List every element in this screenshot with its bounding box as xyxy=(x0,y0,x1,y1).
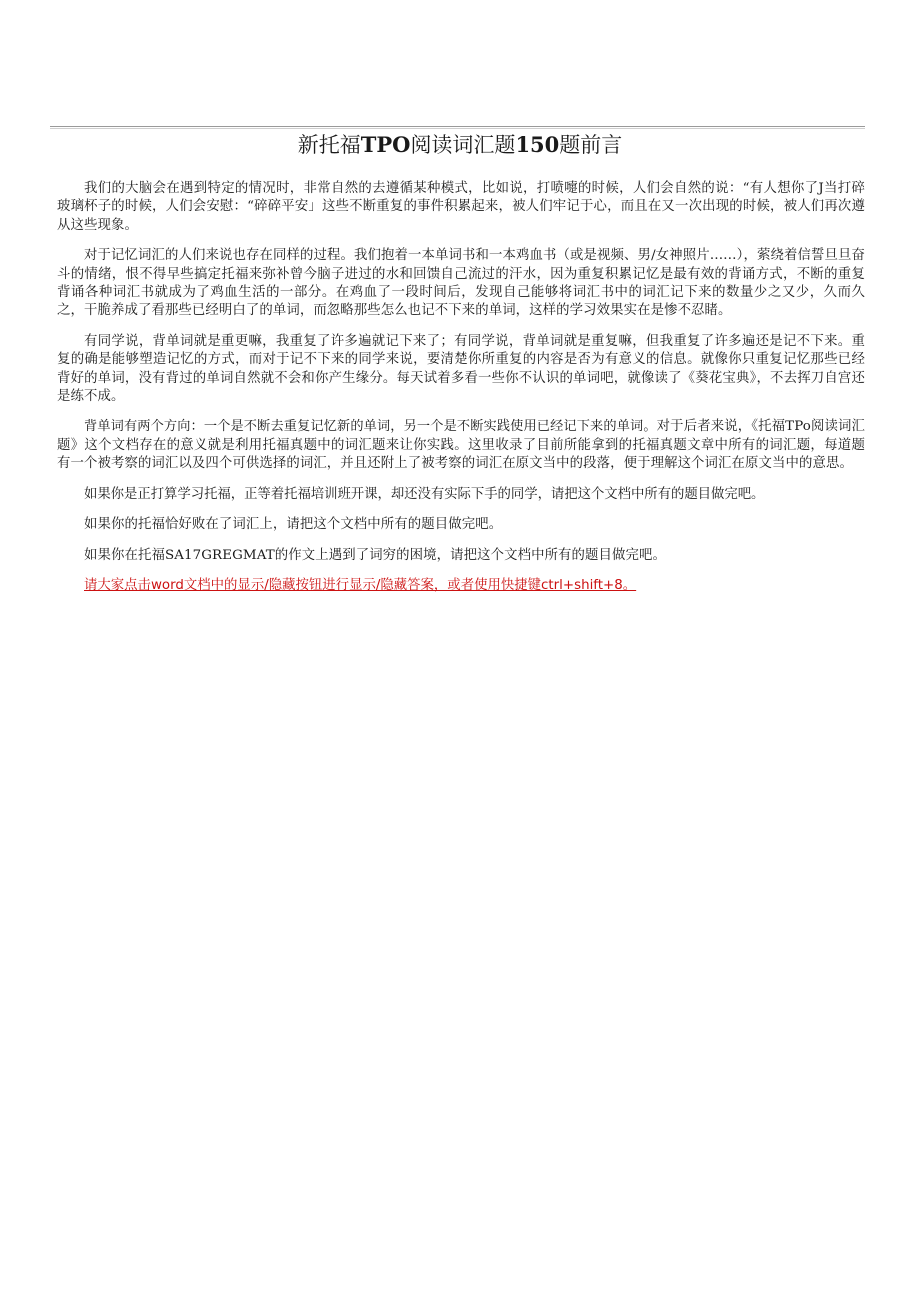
directions-text: 对于后者来说，《托福TPo阅读词汇题》这个文档存在的意义就是利用托福真题中的词汇题来让你实践。这里收录了目前所能拿到的托福真题文章中所有的词汇题，每道题有一个被考察的词汇以及四个可供选择的词汇，并且还附上了被考察的词汇在原文当中的段落，便于理解这个词汇在原文当中的意思。 xyxy=(57,419,866,472)
paragraph-repetition: 有同学说，背单词就是重更嘛，我重复了许多遍就记下来了；有同学说，背单词就是重复嘛，但我重复了许多遍还是记不下来。重复的确是能够塑造记忆的方式，而对于记不下来的同学来说，要清楚你所重复的内容是否为有意义的信息。就像你只重复记忆那些已经背好的单词，没有背过的单词自然就不会和你产生缘分。每天试着多看一些你不认识的单词吧，就像读了《葵花宝典》，不去挥刀自宫还是练不成。 xyxy=(57,333,865,405)
title-middle: 阅读词汇题 xyxy=(410,133,516,157)
title-count: 150 xyxy=(515,132,560,157)
header-rule xyxy=(50,126,865,129)
paragraph-new-learners: 如果你是正打算学习托福，正等着托福培训班开课，却还没有实际下手的同学，请把这个文档中所有的题目做完吧。 xyxy=(84,486,765,502)
title-tpo: TPO xyxy=(360,132,411,157)
paragraph-two-directions xyxy=(57,418,865,473)
paragraph-vocab-failure: 如果你的托福恰好败在了词汇上，请把这个文档中所有的题目做完吧。 xyxy=(84,517,503,533)
title-suffix: 题前言 xyxy=(559,133,623,157)
answer-toggle-notice: 请大家点击word文档中的显示/隐藏按钮进行显示/隐藏答案，或者使用快捷键ctrl+shift+8。 xyxy=(84,577,637,593)
page-title xyxy=(0,130,920,160)
directions-emphasis: 背单词有两个方向：一个是不断去重复记忆新的单词，另一个是不断实践使用已经记下来的单词。 xyxy=(84,419,657,435)
paragraph-writing-exams: 如果你在托福SA17GREGMAT的作文上遇到了词穷的困境，请把这个文档中所有的题目做完吧。 xyxy=(84,547,666,563)
paragraph-memory-process: 对于记忆词汇的人们来说也存在同样的过程。我们抱着一本单词书和一本鸡血书（或是视频、男/女神照片……），萦绕着信誓旦旦奋斗的情绪，恨不得早些搞定托福来弥补曾今脑子进过的水和回馈自己流过的汗水，因为重复积累记忆是最有效的背诵方式，不断的重复背诵各种词汇书就成为了鸡血生活的一部分。在鸡血了一段时间后，发现自己能够将词汇书中的词汇记下来的数量少之又少，久而久之，干脆养成了看那些已经明白了的单词，而忽略那些怎么也记不下来的单词，这样的学习效果实在是惨不忍睹。 xyxy=(57,248,865,319)
paragraph-brain-patterns: 我们的大脑会在遇到特定的情况时，非常自然的去遵循某种模式，比如说，打喷嚏的时候，人们会自然的说：“有人想你了J当打碎玻璃杯子的时候，人们会安慰：“碎碎平安」这些不断重复的事件积累起来，被人们牢记于心，而且在又一次出现的时候，被人们再次遵从这些现象。 xyxy=(57,181,865,233)
title-prefix: 新托福 xyxy=(297,133,361,157)
document-body xyxy=(57,180,865,595)
